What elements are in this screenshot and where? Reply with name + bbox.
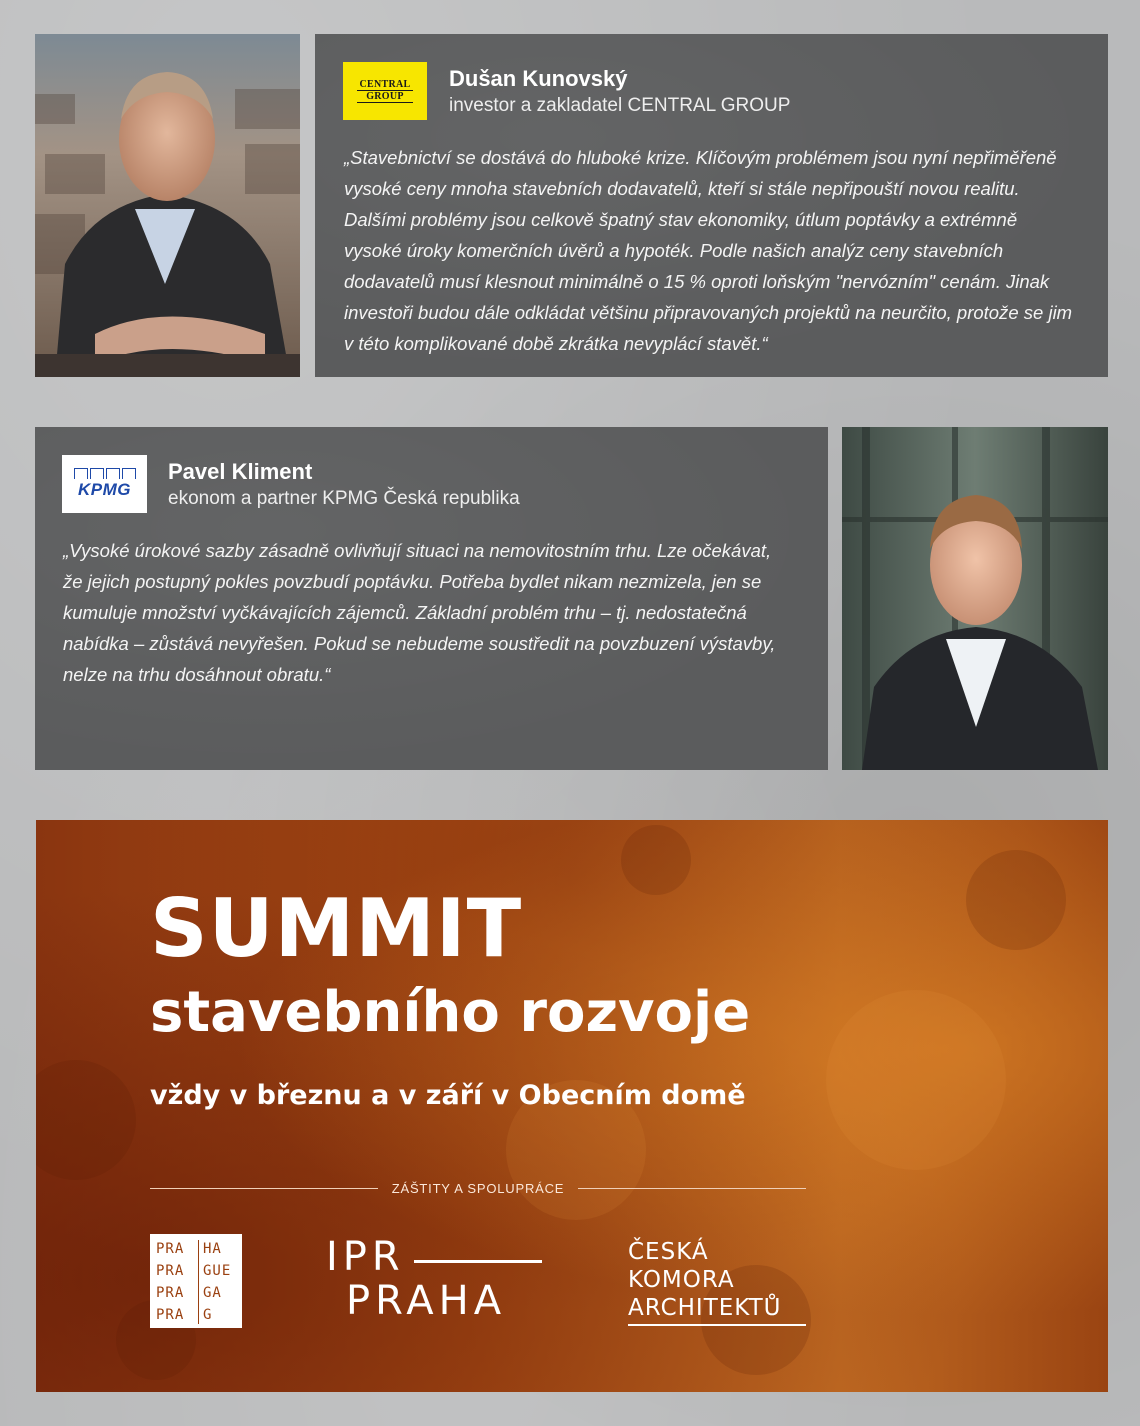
person-name: Pavel Kliment <box>168 459 313 484</box>
quote-text: „Stavebnictví se dostává do hluboké krize. Klíčovým problémem jsou nyní nepřiměřeně vysoké ceny mnoha stavebních dodavatelů, kteří si stále nepřipouští novou realitu. Dalšími problémy jsou celkově špatný stav ekonomiky, útlum poptávky a extrémně vysoké úroky komerčních úvěrů a hypoték. Podle našich analýz ceny stavebních dodavatelů musí klesnout minimálně o 15 % oproti loňským "nervózním" cenám. Jinak investoři budou dále odkládat většinu připravovaných projektů na neurčito, protože se jim v této komplikované době zkrátka nevyplácí stavět.“ <box>344 147 1073 354</box>
central-group-logo: CENTRAL GROUP <box>343 62 427 120</box>
kpmg-logo: KPMG <box>62 455 147 513</box>
summit-banner <box>36 820 1108 1392</box>
summit-tagline: vždy v březnu a v září v Obecním domě <box>150 1080 746 1111</box>
ipr-praha-logo: IPR PRAHA <box>326 1234 546 1330</box>
quote-panel-kliment <box>35 427 828 770</box>
person-role: investor a zakladatel CENTRAL GROUP <box>449 95 791 116</box>
person-role: ekonom a partner KPMG Česká republika <box>168 488 520 509</box>
quote-text: „Vysoké úrokové sazby zásadně ovlivňují situaci na nemovitostním trhu. Lze očekávat, že jejich postupný pokles povzbudí poptávku. Potřeba bydlet nikam nezmizela, jen se kumuluje množství vyčkávajících zájemců. Základní problém trhu – tj. nedostatečná nabídka – zůstává nevyřešen. Pokud se nebudeme soustředit na povzbuzení výstavby, nelze na trhu dosáhnout obratu.“ <box>63 540 776 685</box>
ceska-komora-architektu-logo: ČESKÁ KOMORA ARCHITEKTŮ <box>628 1238 818 1326</box>
praha-logo: PRA PRA PRA PRA HA GUE GA G <box>150 1234 242 1328</box>
person-name: Dušan Kunovský <box>449 66 628 91</box>
quote-panel-kunovsky <box>315 34 1108 377</box>
partners-divider <box>150 1178 806 1198</box>
summit-title: SUMMIT <box>150 882 523 975</box>
partners-label: ZÁŠTITY A SPOLUPRÁCE <box>391 1180 565 1196</box>
portrait-photo-kliment <box>842 427 1108 770</box>
portrait-photo-kunovsky <box>35 34 300 377</box>
summit-subtitle: stavebního rozvoje <box>150 980 751 1045</box>
